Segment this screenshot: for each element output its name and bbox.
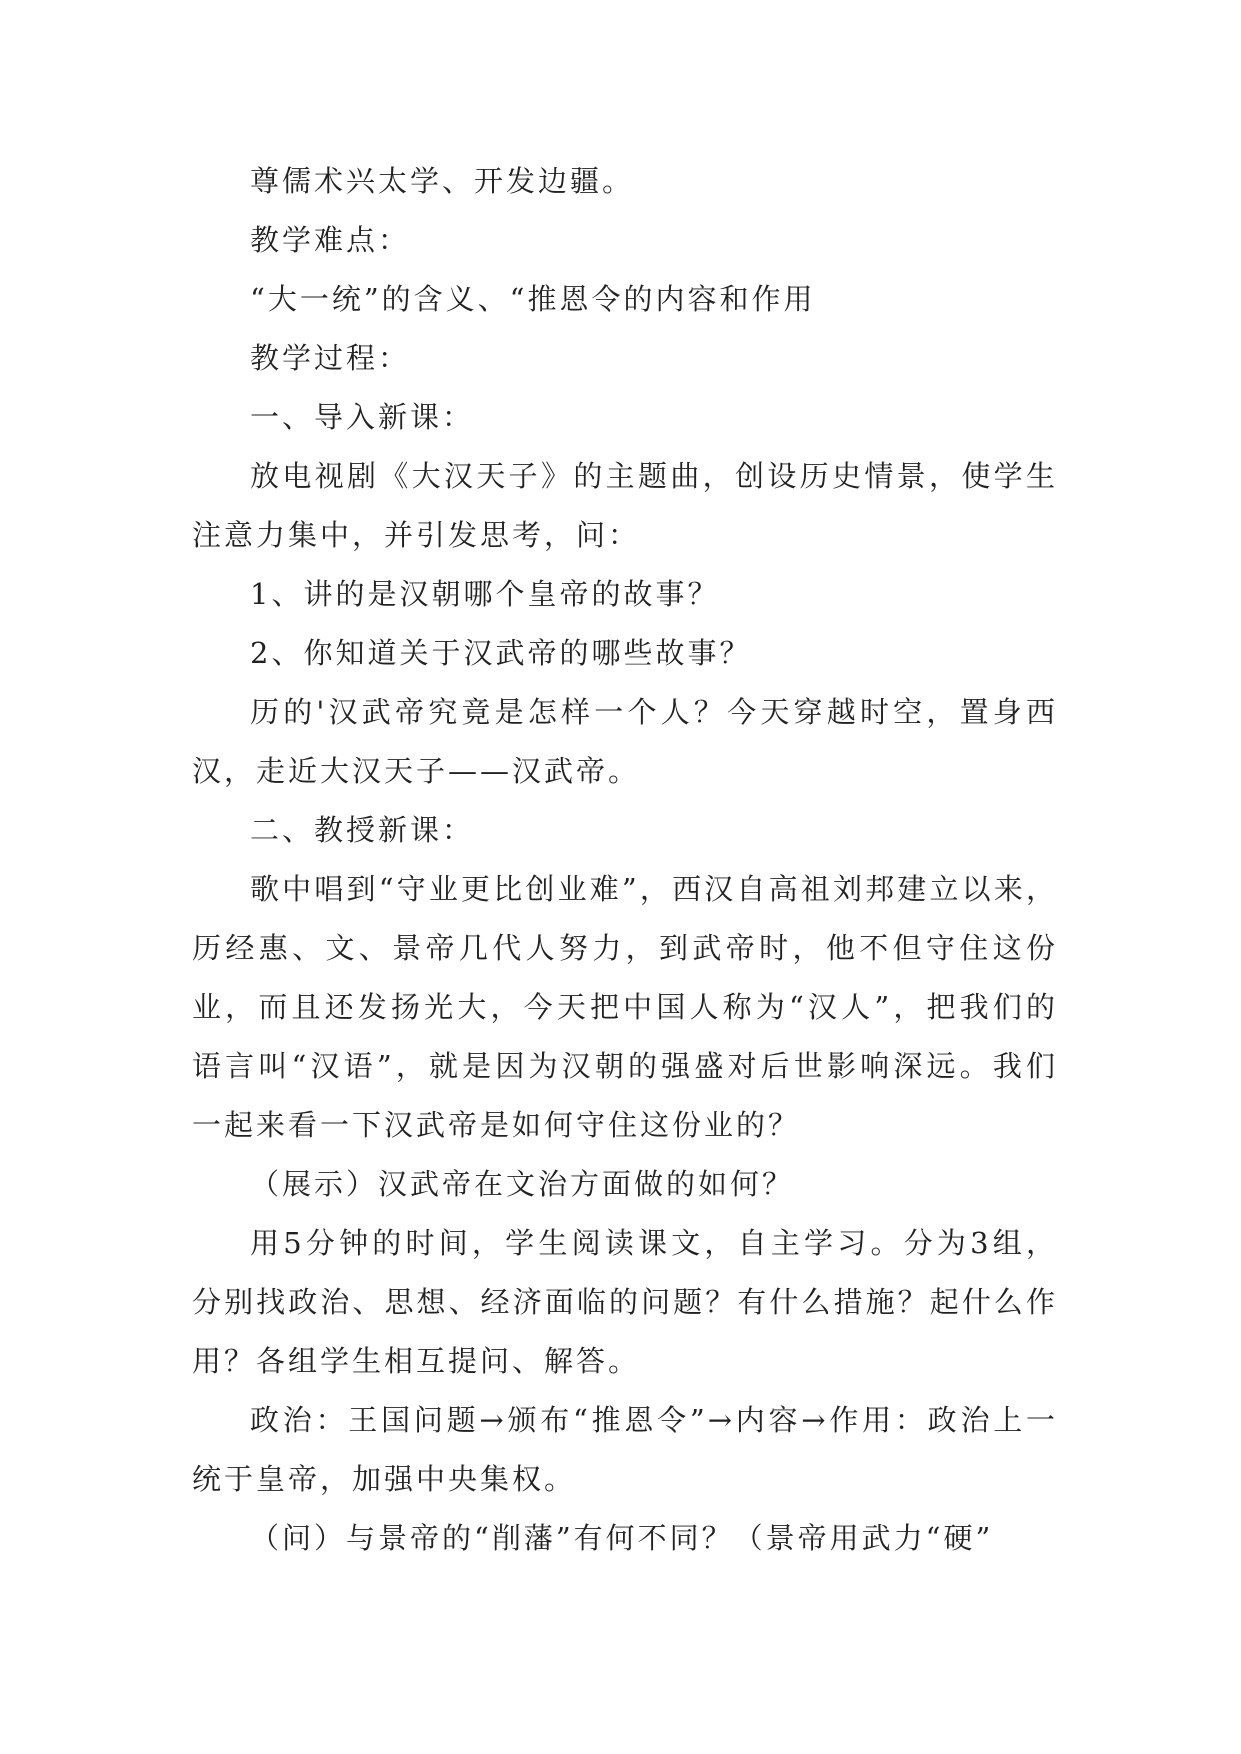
paragraph: 歌中唱到“守业更比创业难”，西汉自高祖刘邦建立以来，历经惠、文、景帝几代人努力，到武帝时，他不但守住这份业，而且还发扬光大，今天把中国人称为“汉人”，把我们的语言叫“汉语”，就是因为汉朝的强盛对后世影响深远。我们一起来看一下汉武帝是如何守住这份业的？	[192, 872, 1058, 1142]
paragraph: 历的'汉武帝究竟是怎样一个人？今天穿越时空，置身西汉，走近大汉天子——汉武帝。	[192, 695, 1058, 788]
paragraph: 2、你知道关于汉武帝的哪些故事？	[250, 636, 752, 670]
paragraph: 政治：王国问题→颁布“推恩令”→内容→作用：政治上一统于皇帝，加强中央集权。	[192, 1403, 1058, 1496]
paragraph: 尊儒术兴太学、开发边疆。	[250, 164, 635, 198]
paragraph: 二、教授新课：	[250, 813, 475, 847]
paragraph: 教学难点：	[250, 223, 411, 257]
paragraph: 1、讲的是汉朝哪个皇帝的故事？	[250, 577, 720, 611]
document-body	[192, 152, 1058, 1568]
paragraph: （问）与景帝的“削藩”有何不同？（景帝用武力“硬”	[250, 1521, 994, 1555]
paragraph: 教学过程：	[250, 341, 411, 375]
paragraph: 用5分钟的时间，学生阅读课文，自主学习。分为3组，分别找政治、思想、经济面临的问题？有什么措施？起什么作用？各组学生相互提问、解答。	[192, 1226, 1058, 1378]
paragraph: “大一统”的含义、“推恩令的内容和作用	[250, 282, 816, 316]
paragraph: 放电视剧《大汉天子》的主题曲，创设历史情景，使学生注意力集中，并引发思考，问：	[192, 459, 1058, 552]
paragraph: 一、导入新课：	[250, 400, 475, 434]
paragraph: （展示）汉武帝在文治方面做的如何？	[250, 1167, 795, 1201]
